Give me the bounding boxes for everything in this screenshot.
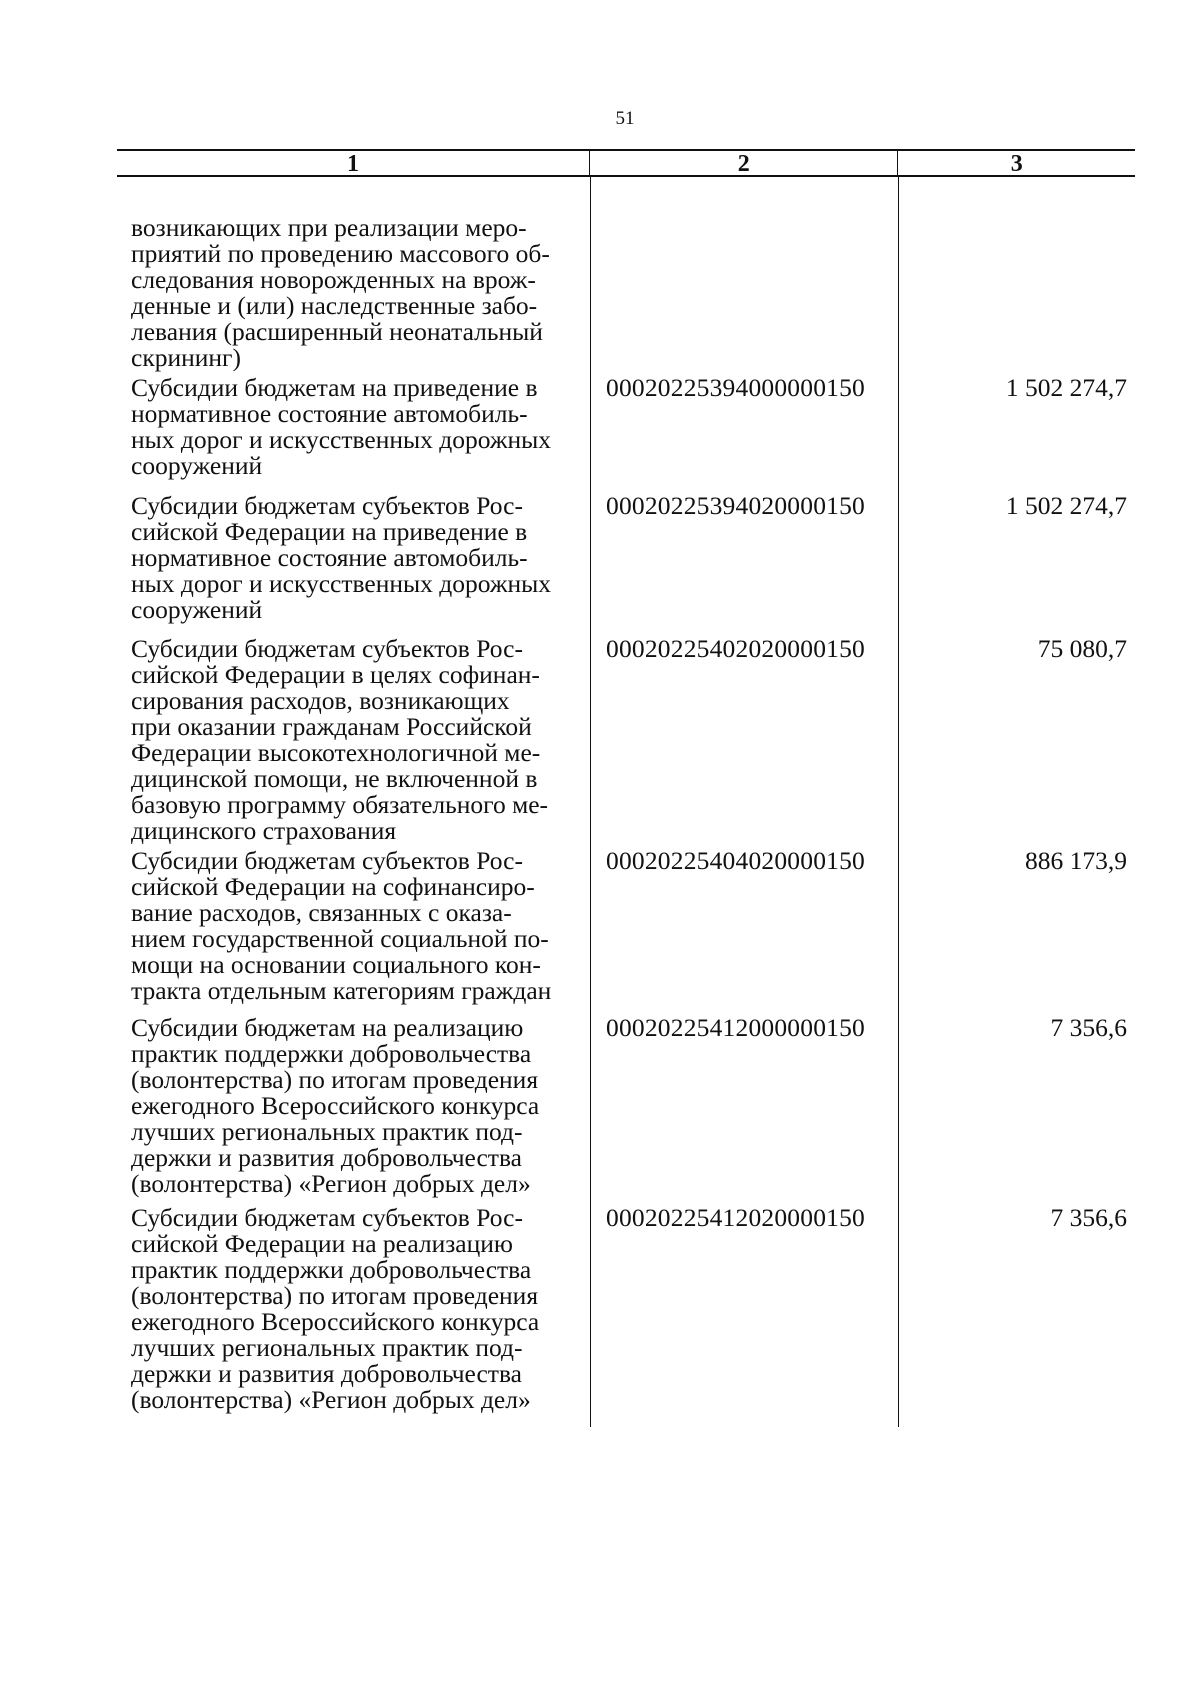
row-code: 00020225402020000150 (606, 634, 865, 663)
description-line: нием государственной социальной по- (131, 924, 549, 953)
table-row (117, 844, 1135, 1004)
row-description (117, 848, 590, 1004)
description-line: Субсидии бюджетам на реализацию (131, 1013, 524, 1042)
description-line: мощи на основании социального кон- (131, 950, 541, 979)
description-line: Субсидии бюджетам субъектов Рос- (131, 846, 523, 875)
description-line: (волонтерства) «Регион добрых дел» (131, 1385, 531, 1414)
row-description (117, 1205, 590, 1413)
row-description (117, 375, 590, 479)
table-row (117, 623, 1135, 844)
description-line: вание расходов, связанных с оказа- (131, 898, 512, 927)
budget-table (117, 149, 1135, 1427)
description-line: ежегодного Всероссийского конкурса (131, 1091, 540, 1120)
row-amount: 886 173,9 (1025, 846, 1127, 875)
description-line: дицинской помощи, не включенной в (131, 764, 538, 793)
row-description (117, 215, 590, 371)
row-code: 00020225394020000150 (606, 491, 865, 520)
description-line: Субсидии бюджетам на приведение в (131, 373, 538, 402)
description-line: нормативное состояние автомобиль- (131, 399, 528, 428)
description-line: держки и развития добровольчества (131, 1143, 522, 1172)
row-code (590, 215, 898, 371)
column-divider-1 (590, 177, 591, 1427)
column-header-1: 1 (117, 151, 590, 175)
row-amount: 75 080,7 (1037, 634, 1127, 663)
column-divider-2 (898, 177, 899, 1427)
row-description (117, 636, 590, 844)
description-line: ежегодного Всероссийского конкурса (131, 1307, 540, 1336)
row-description (117, 1015, 590, 1197)
description-line: нормативное состояние автомобиль- (131, 543, 528, 572)
row-amount: 7 356,6 (1050, 1013, 1127, 1042)
description-line: ных дорог и искусственных дорожных (131, 569, 552, 598)
description-line: сийской Федерации на приведение в (131, 517, 528, 546)
row-amount (898, 215, 1135, 371)
description-line: Субсидии бюджетам субъектов Рос- (131, 634, 523, 663)
row-amount: 7 356,6 (1050, 1203, 1127, 1232)
description-line: Субсидии бюджетам субъектов Рос- (131, 1203, 523, 1232)
description-line: сийской Федерации в целях софинан- (131, 660, 540, 689)
description-line: дицинского страхования (131, 816, 397, 845)
description-line: денные и (или) наследственные забо- (131, 291, 538, 320)
table-row (117, 371, 1135, 479)
table-row (117, 177, 1135, 371)
description-line: при оказании гражданам Российской (131, 712, 532, 741)
table-body (117, 177, 1135, 1427)
column-header-2: 2 (590, 151, 898, 175)
row-code: 00020225412000000150 (606, 1013, 865, 1042)
description-line: тракта отдельным категориям граждан (131, 976, 552, 1005)
table-header-row (117, 149, 1135, 177)
row-code: 00020225394000000150 (606, 373, 865, 402)
description-line: (волонтерства) «Регион добрых дел» (131, 1169, 531, 1198)
table-row (117, 479, 1135, 623)
page-number: 51 (615, 108, 635, 129)
table-row (117, 1004, 1135, 1197)
table-row (117, 1197, 1135, 1413)
description-line: Субсидии бюджетам субъектов Рос- (131, 491, 523, 520)
description-line: ных дорог и искусственных дорожных (131, 425, 552, 454)
description-line: следования новорожденных на врож- (131, 265, 536, 294)
description-line: сооружений (131, 451, 263, 480)
column-header-3: 3 (1010, 151, 1023, 177)
description-line: сийской Федерации на реализацию (131, 1229, 513, 1258)
row-code: 00020225412020000150 (606, 1203, 865, 1232)
description-line: (волонтерства) по итогам проведения (131, 1281, 539, 1310)
row-amount: 1 502 274,7 (1005, 491, 1127, 520)
description-line: сирования расходов, возникающих (131, 686, 510, 715)
description-line: сийской Федерации на софинансиро- (131, 872, 535, 901)
description-line: скрининг) (131, 343, 241, 372)
description-line: лучших региональных практик под- (131, 1333, 523, 1362)
description-line: приятий по проведению массового об- (131, 239, 550, 268)
description-line: практик поддержки добровольчества (131, 1255, 532, 1284)
row-amount: 1 502 274,7 (1005, 373, 1127, 402)
description-line: левания (расширенный неонатальный (131, 317, 543, 346)
description-line: держки и развития добровольчества (131, 1359, 522, 1388)
description-line: (волонтерства) по итогам проведения (131, 1065, 539, 1094)
row-description (117, 493, 590, 623)
description-line: Федерации высокотехнологичной ме- (131, 738, 541, 767)
description-line: сооружений (131, 595, 263, 624)
description-line: базовую программу обязательного ме- (131, 790, 549, 819)
row-code: 00020225404020000150 (606, 846, 865, 875)
description-line: возникающих при реализации меро- (131, 213, 527, 242)
description-line: практик поддержки добровольчества (131, 1039, 532, 1068)
description-line: лучших региональных практик под- (131, 1117, 523, 1146)
